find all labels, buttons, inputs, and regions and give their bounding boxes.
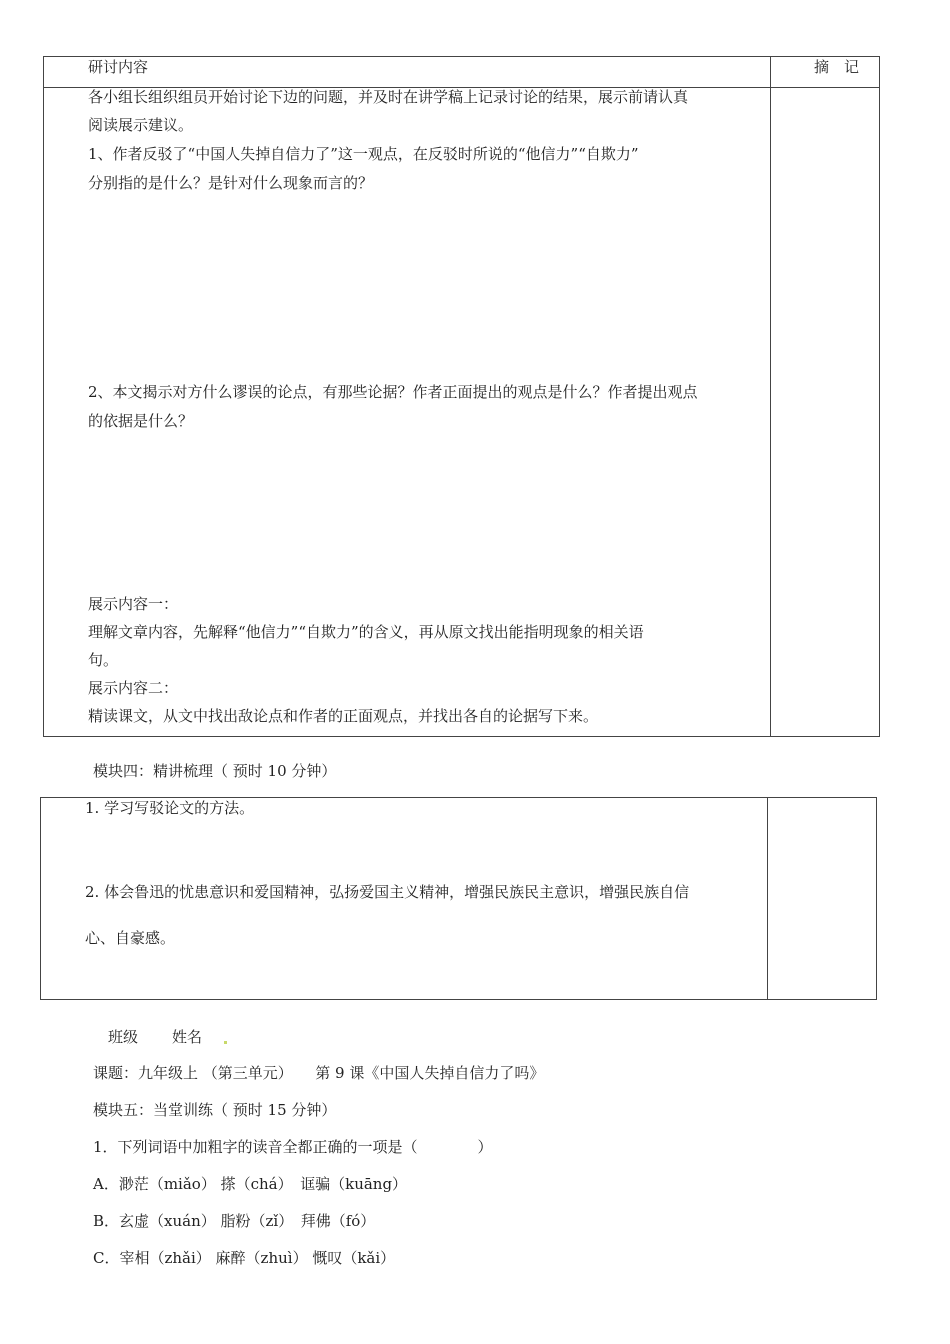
question-2-line-2: 的依据是什么？ (88, 412, 194, 430)
question-1-line-1: 1、作者反驳了“中国人失掉自信力了”这一观点，在反驳时所说的“他信力”“自欺力” (88, 145, 639, 163)
display-content-1-line-1: 理解文章内容，先解释“他信力”“自欺力”的含义，再从原文找出能指明现象的相关语 (88, 623, 644, 641)
option-c: C．宰相（zhǎi） 麻醉（zhuì） 慨叹（kǎi） (93, 1249, 396, 1267)
lesson-title-line: 课题：九年级上 （第三单元） 第 9 课《中国人失掉自信力了吗》 (93, 1064, 545, 1082)
module-4-item-2-line-2: 心、自豪感。 (85, 929, 176, 947)
discussion-intro-line-2: 阅读展示建议。 (88, 116, 194, 134)
blank-marker (224, 1041, 227, 1044)
display-content-2-line-1: 精读课文，从文中找出敌论点和作者的正面观点，并找出各自的论据写下来。 (88, 707, 599, 725)
discussion-table-divider (770, 56, 771, 737)
class-label: 班级 (108, 1028, 139, 1046)
name-label: 姓名 (172, 1028, 203, 1046)
module-5-title: 模块五：当堂训练（ 预时 15 分钟） (93, 1101, 337, 1119)
module-4-table-divider (767, 797, 768, 1000)
table-header-discussion: 研讨内容 (88, 58, 149, 76)
question-1-line-2: 分别指的是什么？是针对什么现象而言的？ (88, 174, 374, 192)
question-2-line-1: 2、本文揭示对方什么谬误的论点，有那些论据？作者正面提出的观点是什么？作者提出观点 (88, 383, 698, 401)
option-a: A．渺茫（miǎo） 搽（chá） 诓骗（kuāng） (93, 1175, 408, 1193)
module-4-item-1: 1. 学习写驳论文的方法。 (85, 799, 255, 817)
option-b: B．玄虚（xuán） 脂粉（zǐ） 拜佛（fó） (93, 1212, 376, 1230)
module-4-item-2-line-1: 2. 体会鲁迅的忧患意识和爱国精神，弘扬爱国主义精神，增强民族民主意识，增强民族自信 (85, 883, 690, 901)
table-header-notes: 摘 记 (814, 58, 860, 76)
discussion-intro-line-1: 各小组长组织组员开始讨论下边的问题，并及时在讲学稿上记录讨论的结果，展示前请认真 (88, 88, 689, 106)
display-content-1-title: 展示内容一： (88, 595, 179, 613)
module-4-title: 模块四：精讲梳理（ 预时 10 分钟） (93, 762, 337, 780)
display-content-1-line-2: 句。 (88, 651, 119, 669)
display-content-2-title: 展示内容二： (88, 679, 179, 697)
question-1: 1．下列词语中加粗字的读音全都正确的一项是（ ） (93, 1138, 493, 1156)
